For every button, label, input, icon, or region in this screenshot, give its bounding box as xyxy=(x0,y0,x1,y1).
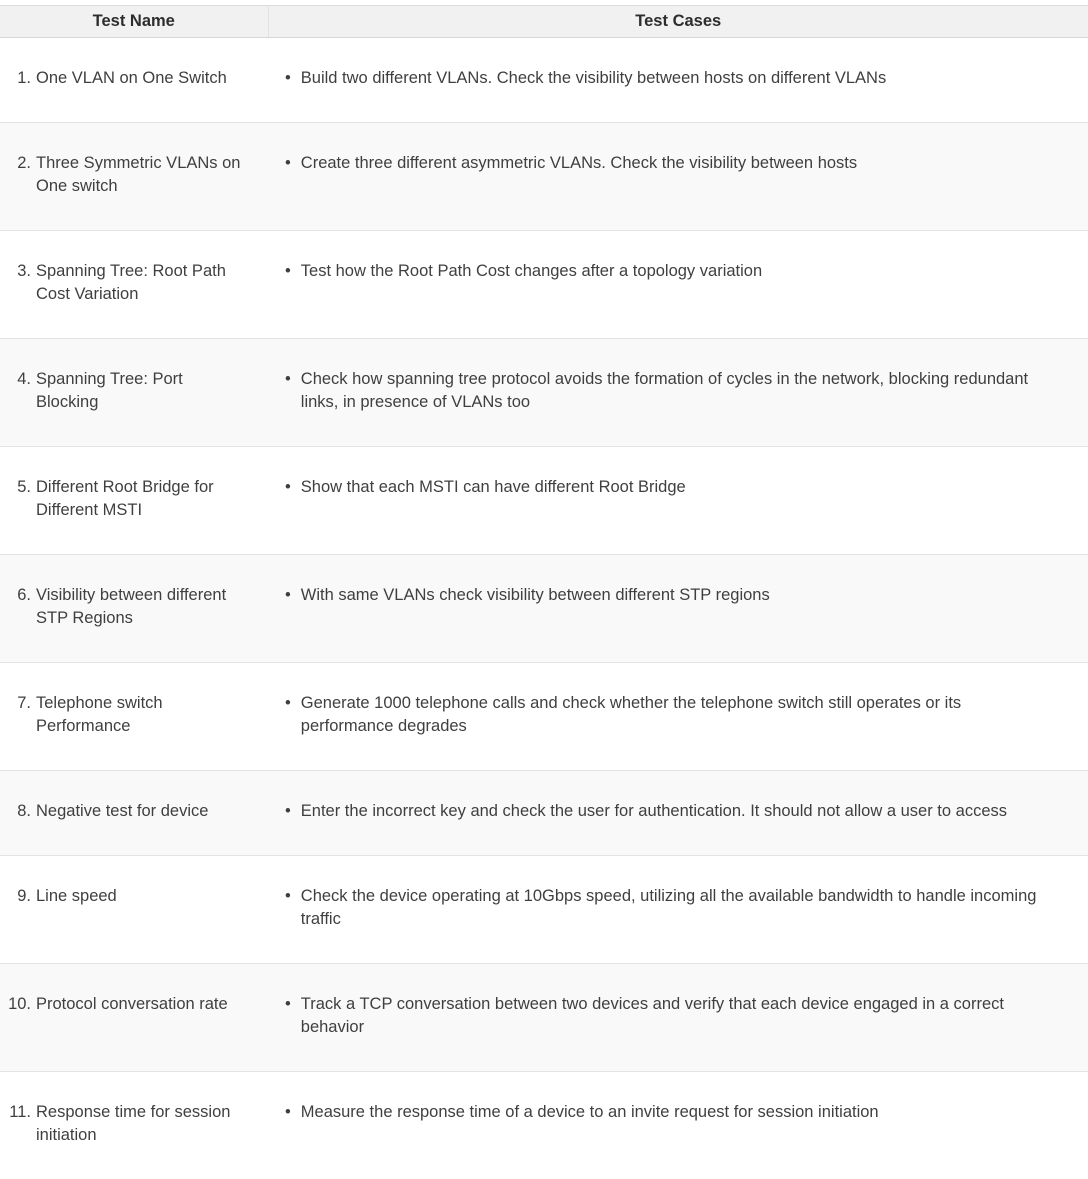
test-case-text: With same VLANs check visibility between different STP regions xyxy=(301,584,770,607)
test-name-row xyxy=(8,584,262,630)
test-name-cell xyxy=(0,231,268,339)
test-name-cell xyxy=(0,771,268,856)
test-name: Telephone switch Performance xyxy=(36,692,246,738)
test-case-text: Create three different asymmetric VLANs. Check the visibility between hosts xyxy=(301,152,857,175)
test-number: 1. xyxy=(8,67,31,90)
test-name-cell xyxy=(0,663,268,771)
test-number: 11. xyxy=(8,1101,31,1147)
test-case-text: Generate 1000 telephone calls and check whether the telephone switch still operates or its performance degrades xyxy=(301,692,1056,738)
test-case-item xyxy=(285,476,1076,499)
test-name-row xyxy=(8,476,262,522)
table-header-row xyxy=(0,6,1088,38)
test-cases-cell xyxy=(268,231,1088,339)
column-header-test-name: Test Name xyxy=(0,6,268,38)
test-number: 6. xyxy=(8,584,31,630)
test-number: 2. xyxy=(8,152,31,198)
table-row xyxy=(0,856,1088,964)
test-cases-cell xyxy=(268,123,1088,231)
table-row xyxy=(0,771,1088,856)
bullet-icon: • xyxy=(285,800,291,823)
test-case-item xyxy=(285,368,1076,414)
test-name: Protocol conversation rate xyxy=(36,993,228,1016)
test-name-cell xyxy=(0,447,268,555)
bullet-icon: • xyxy=(285,993,291,1039)
test-cases-cell xyxy=(268,964,1088,1072)
test-cases-cell xyxy=(268,447,1088,555)
test-case-item xyxy=(285,800,1076,823)
test-name-cell xyxy=(0,38,268,123)
test-cases-cell xyxy=(268,771,1088,856)
test-name: Response time for session initiation xyxy=(36,1101,246,1147)
test-number: 8. xyxy=(8,800,31,823)
table-row xyxy=(0,447,1088,555)
test-case-item xyxy=(285,692,1076,738)
test-name-cell xyxy=(0,964,268,1072)
test-case-item xyxy=(285,152,1076,175)
test-number: 3. xyxy=(8,260,31,306)
bullet-icon: • xyxy=(285,152,291,175)
test-cases-cell xyxy=(268,856,1088,964)
bullet-icon: • xyxy=(285,476,291,499)
bullet-icon: • xyxy=(285,67,291,90)
bullet-icon: • xyxy=(285,692,291,738)
test-name-row xyxy=(8,368,262,414)
test-name: Line speed xyxy=(36,885,117,908)
test-case-text: Track a TCP conversation between two devices and verify that each device engaged in a correct behavior xyxy=(301,993,1056,1039)
test-name: Spanning Tree: Root Path Cost Variation xyxy=(36,260,246,306)
test-number: 4. xyxy=(8,368,31,414)
test-case-item xyxy=(285,67,1076,90)
test-name-row xyxy=(8,152,262,198)
test-name-cell xyxy=(0,339,268,447)
test-case-item xyxy=(285,584,1076,607)
test-case-text: Build two different VLANs. Check the visibility between hosts on different VLANs xyxy=(301,67,886,90)
test-name-row xyxy=(8,885,262,908)
test-name-cell xyxy=(0,123,268,231)
test-name: Negative test for device xyxy=(36,800,208,823)
test-number: 9. xyxy=(8,885,31,908)
test-name-cell xyxy=(0,555,268,663)
test-cases-cell xyxy=(268,339,1088,447)
test-case-item xyxy=(285,885,1076,931)
test-name-cell xyxy=(0,856,268,964)
test-case-text: Enter the incorrect key and check the user for authentication. It should not allow a user to access xyxy=(301,800,1007,823)
test-name-row xyxy=(8,800,262,823)
table-row xyxy=(0,663,1088,771)
test-number: 10. xyxy=(8,993,31,1016)
test-number: 5. xyxy=(8,476,31,522)
test-case-item xyxy=(285,993,1076,1039)
test-name: Visibility between different STP Regions xyxy=(36,584,246,630)
test-name-row xyxy=(8,260,262,306)
column-header-test-cases: Test Cases xyxy=(268,6,1088,38)
bullet-icon: • xyxy=(285,885,291,931)
test-case-text: Measure the response time of a device to an invite request for session initiation xyxy=(301,1101,879,1124)
test-name: Spanning Tree: Port Blocking xyxy=(36,368,246,414)
table-row xyxy=(0,123,1088,231)
test-name-row xyxy=(8,993,262,1016)
test-cases-cell xyxy=(268,663,1088,771)
test-case-text: Check how spanning tree protocol avoids the formation of cycles in the network, blocking redundant links, in presence of VLANs too xyxy=(301,368,1056,414)
test-case-text: Show that each MSTI can have different Root Bridge xyxy=(301,476,686,499)
test-cases-cell xyxy=(268,38,1088,123)
table-row xyxy=(0,555,1088,663)
table-row xyxy=(0,38,1088,123)
test-name: Different Root Bridge for Different MSTI xyxy=(36,476,246,522)
bullet-icon: • xyxy=(285,368,291,414)
table-body xyxy=(0,38,1088,1179)
test-cases-table xyxy=(0,5,1088,1179)
test-name: One VLAN on One Switch xyxy=(36,67,227,90)
test-name-row xyxy=(8,692,262,738)
test-name-row xyxy=(8,1101,262,1147)
test-cases-cell xyxy=(268,555,1088,663)
test-name-row xyxy=(8,67,262,90)
test-name: Three Symmetric VLANs on One switch xyxy=(36,152,246,198)
table-row xyxy=(0,964,1088,1072)
test-case-item xyxy=(285,260,1076,283)
bullet-icon: • xyxy=(285,584,291,607)
table-row xyxy=(0,231,1088,339)
bullet-icon: • xyxy=(285,260,291,283)
bullet-icon: • xyxy=(285,1101,291,1124)
test-case-text: Check the device operating at 10Gbps speed, utilizing all the available bandwidth to handle incoming traffic xyxy=(301,885,1056,931)
test-number: 7. xyxy=(8,692,31,738)
test-case-text: Test how the Root Path Cost changes after a topology variation xyxy=(301,260,762,283)
test-case-item xyxy=(285,1101,1076,1124)
table-row xyxy=(0,339,1088,447)
